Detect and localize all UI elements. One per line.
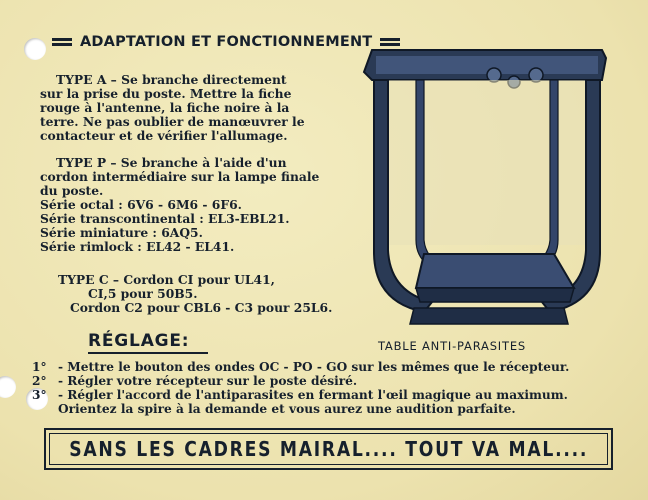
step-text: - Régler l'accord de l'antiparasites en fermant l'œil magique au maximum. — [58, 388, 568, 402]
type-c-line: CI,5 pour 50B5. — [88, 286, 198, 301]
step-continuation: Orientez la spire à la demande et vous aurez une audition parfaite. — [58, 402, 516, 416]
type-p-paragraph — [40, 156, 340, 254]
figure-caption: TABLE ANTI-PARASITES — [378, 339, 526, 353]
type-c-line: Cordon C2 pour CBL6 - C3 pour 25L6. — [70, 300, 333, 315]
reglage-underline — [88, 352, 208, 354]
reglage-heading: RÉGLAGE: — [88, 331, 190, 351]
table-shelf-front — [416, 288, 574, 302]
type-a-line: sur la prise du poste. Mettre la fiche — [40, 86, 292, 101]
tube-series-line: Série transcontinental : EL3-EBL21. — [40, 211, 290, 226]
type-c-line: TYPE C – Cordon CI pour UL41, — [58, 272, 275, 287]
step-text: - Mettre le bouton des ondes OC - PO - GO sur les mêmes que le récepteur. — [58, 360, 570, 374]
type-p-line: TYPE P – Se branche à l'aide d'un — [56, 155, 287, 170]
type-p-line: du poste. — [40, 183, 104, 198]
knob-icon — [529, 68, 543, 82]
punch-hole-top — [24, 38, 46, 60]
type-a-line: contacteur et de vérifier l'allumage. — [40, 128, 288, 143]
step-item — [32, 360, 622, 374]
type-p-line: cordon intermédiaire sur la lampe finale — [40, 169, 320, 184]
step-number: 1° — [32, 360, 47, 374]
tube-series-line: Série octal : 6V6 - 6M6 - 6F6. — [40, 197, 242, 212]
punch-hole-middle — [0, 376, 16, 398]
step-item — [32, 374, 622, 388]
knob-icon — [487, 68, 501, 82]
step-text: - Régler votre récepteur sur le poste désiré. — [58, 374, 358, 388]
type-c-paragraph — [58, 273, 348, 315]
table-shelf — [416, 254, 574, 288]
double-bar-ornament-left — [52, 38, 72, 46]
step-number: 3° — [32, 388, 47, 402]
table-base — [410, 308, 568, 324]
type-a-line: rouge à l'antenne, la fiche noire à la — [40, 100, 290, 115]
tube-series-line: Série miniature : 6AQ5. — [40, 225, 203, 240]
type-a-paragraph — [40, 73, 340, 143]
table-top-face — [376, 56, 598, 74]
tube-series-line: Série rimlock : EL42 - EL41. — [40, 239, 235, 254]
slogan-banner — [44, 428, 613, 470]
type-a-line: TYPE A – Se branche directement — [56, 72, 287, 87]
step-item — [32, 388, 622, 402]
step-number: 2° — [32, 374, 47, 388]
anti-parasite-table-illustration — [354, 40, 616, 330]
section-heading-text: ADAPTATION ET FONCTIONNEMENT — [80, 34, 373, 50]
slogan-text: SANS LES CADRES MAIRAL.... TOUT VA MAL.... — [69, 437, 588, 461]
reglage-steps — [32, 360, 622, 416]
type-a-line: terre. Ne pas oublier de manœuvrer le — [40, 114, 305, 129]
